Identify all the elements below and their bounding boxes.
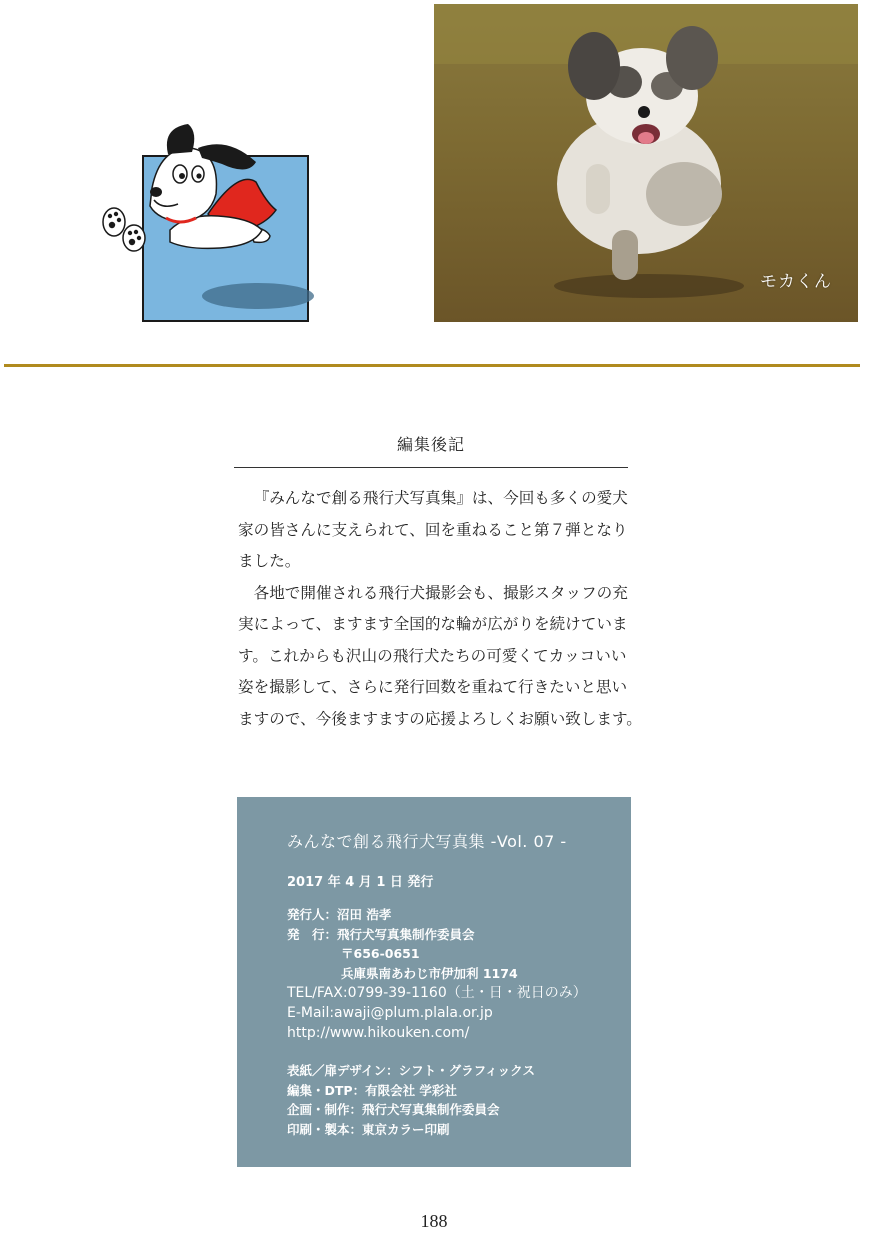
page-number: 188 (420, 1211, 448, 1231)
credits (287, 1061, 535, 1139)
cover-design-credit: 表紙／扉デザイン：シフト・グラフィックス (287, 1063, 536, 1078)
flying-dog-logo-icon (98, 118, 314, 328)
planning-credit: 企画・制作：飛行犬写真集制作委員会 (287, 1102, 500, 1117)
dog-photo (434, 4, 858, 322)
afterword-paragraph-1: 『みんなで創る飛行犬写真集』は、今回も多くの愛犬家の皆さんに支えられて、回を重ねること第７弾となりました。 (238, 489, 628, 570)
publisher-org: 発 行：飛行犬写真集制作委員会 (287, 926, 475, 942)
colophon-title: みんなで創る飛行犬写真集 -Vol. 07 - (287, 832, 567, 851)
publication-date: 2017 年 4 月 1 日 発行 (287, 875, 434, 890)
afterword-heading: 編集後記 (396, 435, 465, 454)
printing-credit: 印刷・製本：東京カラー印刷 (287, 1121, 450, 1137)
editing-dtp-credit: 編集・DTP：有限会社 学彩社 (287, 1082, 457, 1098)
website-link[interactable]: http://www.hikouken.com/ (287, 1025, 470, 1041)
photo-caption: モカくん (760, 272, 832, 292)
address: 兵庫県南あわじ市伊加利 1174 (341, 965, 518, 981)
email[interactable]: E-Mail:awaji@plum.plala.or.jp (287, 1005, 493, 1021)
flying-dog-logo (98, 118, 314, 328)
postal-code: 〒656-0651 (341, 946, 420, 961)
heading-underline (234, 467, 628, 468)
section-divider (4, 364, 860, 367)
publisher-info (287, 905, 518, 983)
afterword-paragraph-2: 各地で開催される飛行犬撮影会も、撮影スタッフの充実によって、ますます全国的な輪が広がりを続けています。これからも沢山の飛行犬たちの可愛くてカッコいい姿を撮影して、さらに発行回数を重ねて行きたいと思いますので、今後ますますの応援よろしくお願い致します。 (238, 583, 642, 728)
publisher-person: 発行人：沼田 浩孝 (287, 907, 392, 922)
contact-info (287, 983, 587, 1043)
afterword-text (238, 483, 642, 735)
tel-fax: TEL/FAX:0799-39-1160（土・日・祝日のみ） (287, 985, 587, 1001)
colophon-box (237, 797, 631, 1167)
